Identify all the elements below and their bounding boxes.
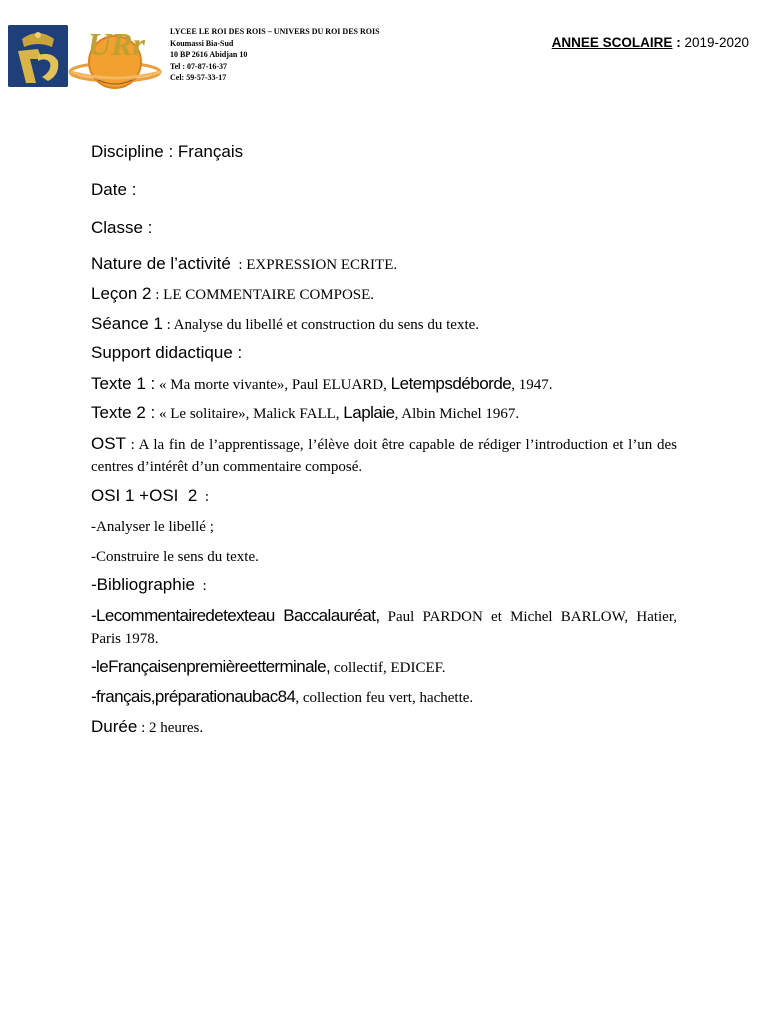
texte1-book: Letempsdéborde: [390, 374, 512, 393]
lecon-line: [91, 284, 374, 304]
osi-item-1: [91, 518, 214, 536]
school-cel: Cel: 59-57-33-17: [170, 73, 227, 82]
biblio-2-rest: collectif, EDICEF.: [330, 660, 446, 676]
univers-logo-lettering: URr: [88, 26, 145, 62]
texte2-publisher: , Albin Michel 1967.: [394, 406, 520, 422]
nature-value: : EXPRESSION ECRITE.: [230, 257, 398, 273]
biblio-sep: :: [194, 578, 207, 594]
texte1-label: Texte 1 :: [91, 374, 156, 393]
nature-line: [91, 254, 397, 274]
year-value: 2019-2020: [684, 35, 749, 50]
osi-value: :: [197, 489, 209, 505]
biblio-label: -Bibliographie: [91, 575, 195, 594]
biblio-3-rest: , collection feu vert, hachette.: [295, 690, 474, 706]
texte1-year: , 1947.: [511, 377, 553, 393]
osi-item-2-text: -Construire le sens du texte.: [91, 549, 259, 565]
biblio-item-3: [91, 687, 473, 707]
ost-paragraph: [91, 433, 677, 478]
school-tel: Tel : 07-87-16-37: [170, 61, 228, 71]
biblio-1-rest: Paul PARDON et Michel BARLOW, Hatier, Paris 1978.: [91, 609, 677, 647]
date-line: [91, 180, 136, 200]
classe-label: Classe :: [91, 218, 153, 237]
nature-label: Nature de l’activité: [91, 254, 231, 273]
texte2-book: Laplaie: [343, 403, 395, 422]
biblio-item-2: [91, 657, 446, 677]
univers-logo: [68, 22, 162, 104]
school-name: LYCEE LE ROI DES ROIS – UNIVERS DU ROI DES ROIS: [170, 27, 380, 36]
texte1-citation: « Ma morte vivante», Paul ELUARD,: [155, 377, 391, 393]
osi-item-1-text: -Analyser le libellé ;: [91, 519, 214, 535]
seance-line: [91, 314, 479, 334]
school-district: Koumassi Bia-Sud: [170, 38, 234, 48]
osi-label: OSI 1 +OSI 2: [91, 486, 198, 505]
discipline-value: Français: [177, 142, 244, 161]
discipline-line: [91, 142, 243, 162]
support-label: Support didactique :: [91, 343, 243, 362]
biblio-1-title: -Lecommentairedetexteau Baccalauréat,: [91, 606, 380, 625]
texte2-line: [91, 403, 519, 423]
texte1-line: [91, 374, 553, 394]
year-label: ANNEE SCOLAIRE: [551, 35, 673, 50]
classe-line: [91, 218, 152, 238]
school-info: [170, 26, 380, 84]
year-separator: :: [672, 35, 685, 50]
discipline-label: Discipline :: [91, 142, 178, 161]
school-year: [552, 35, 749, 50]
school-crest-logo: [8, 25, 68, 87]
support-line: [91, 343, 242, 363]
lecon-label: Leçon 2: [91, 284, 152, 303]
biblio-line: [91, 575, 207, 595]
osi-item-2: [91, 548, 259, 566]
biblio-item-1: [91, 605, 677, 650]
ost-value: : A la fin de l’apprentissage, l’élève doit être capable de rédiger l’introduction et l’un des centres d’intérêt d’un commentaire composé.: [91, 437, 677, 475]
school-postal: 10 BP 2616 Abidjan 10: [170, 50, 248, 59]
osi-line: [91, 486, 209, 506]
duree-value: : 2 heures.: [137, 720, 204, 736]
date-label: Date :: [91, 180, 137, 199]
biblio-2-title: -leFrançaisenpremièreetterminale,: [91, 657, 331, 676]
biblio-3-title: -français,préparationaubac84: [91, 687, 296, 706]
duree-line: [91, 717, 203, 737]
texte2-label: Texte 2 :: [91, 403, 156, 422]
duree-label: Durée: [91, 717, 138, 736]
seance-label: Séance 1: [91, 314, 163, 333]
lecon-value: : LE COMMENTAIRE COMPOSE.: [151, 287, 375, 303]
ost-label: OST: [91, 434, 126, 453]
texte2-citation: « Le solitaire», Malick FALL,: [155, 406, 344, 422]
seance-value: : Analyse du libellé et construction du sens du texte.: [162, 317, 480, 333]
